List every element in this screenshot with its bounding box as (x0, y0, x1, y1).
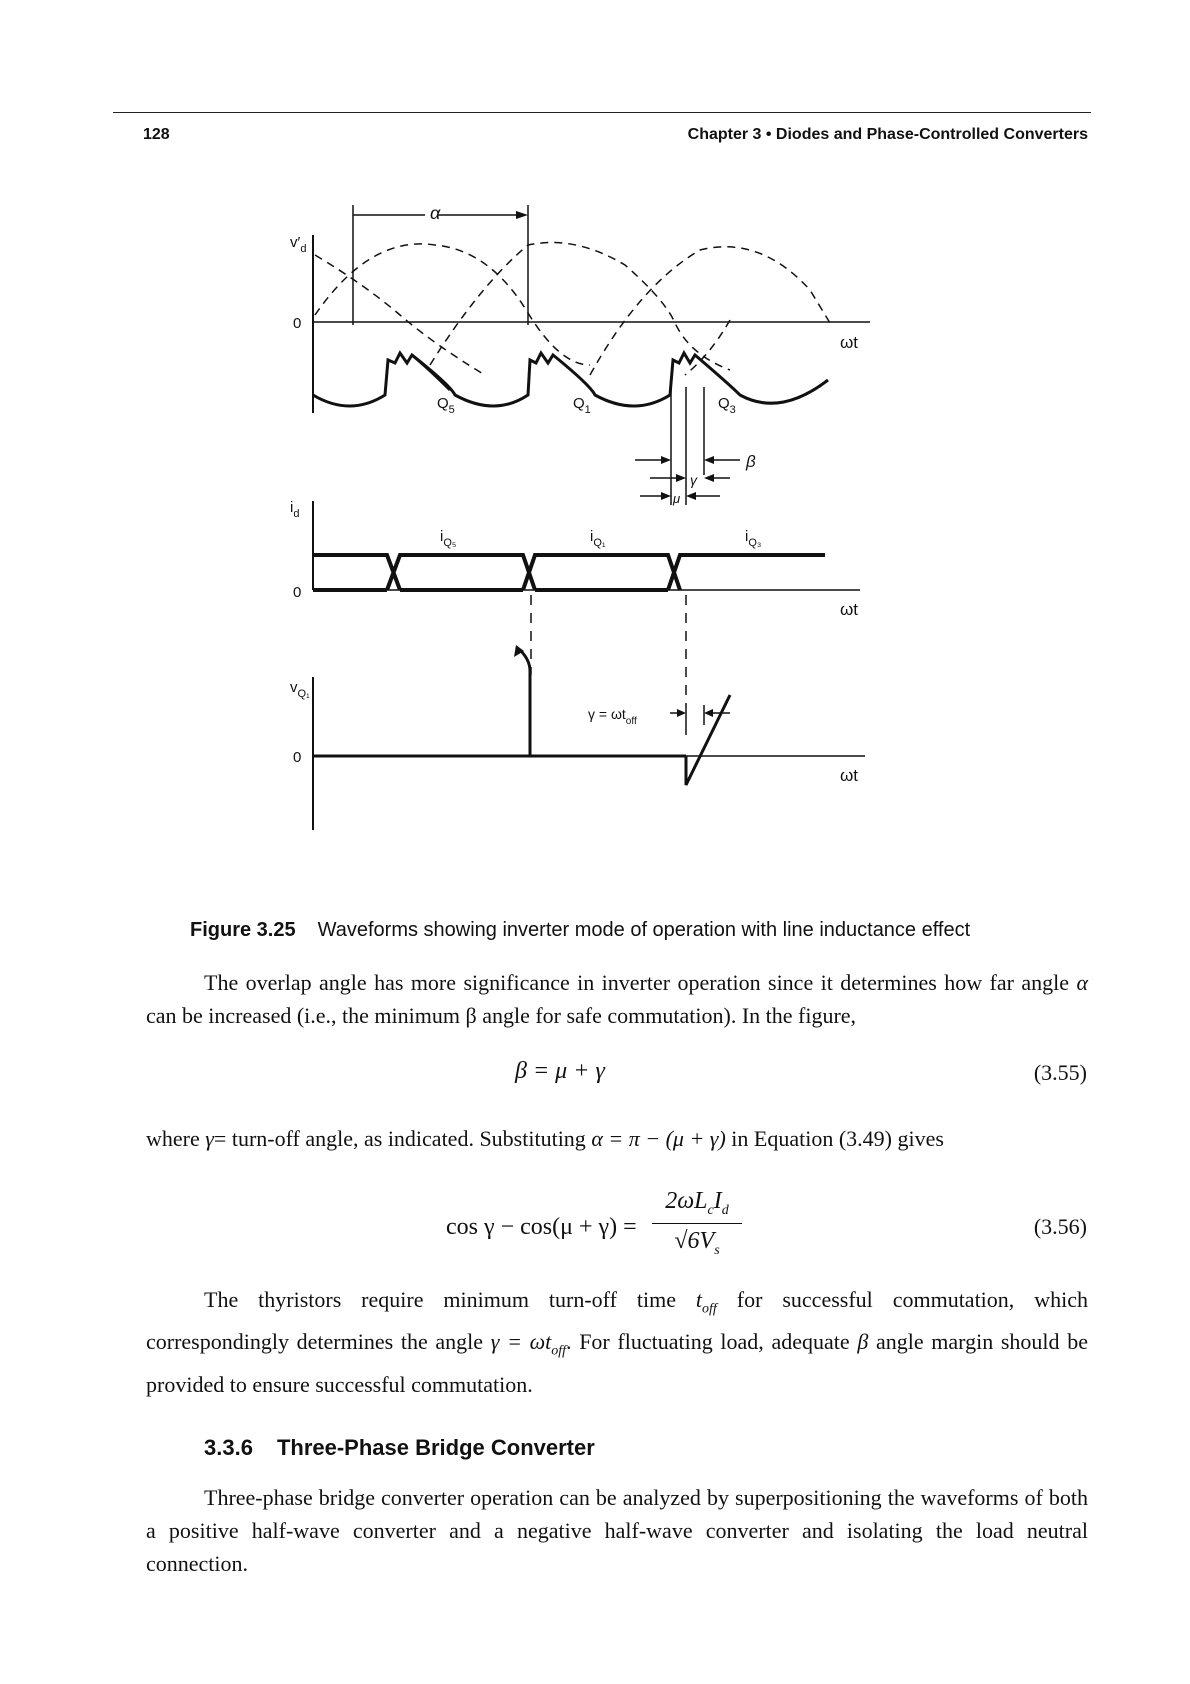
beta-arrowhead-right (704, 456, 714, 464)
para1-alpha: α (1076, 970, 1088, 995)
gamma-toff-label: $\gamma = \omega t_{off}$ (588, 706, 637, 727)
beta-arrowhead-left (661, 456, 671, 464)
q5-label: $Q_5$ (437, 395, 455, 416)
id-zero: 0 (293, 584, 302, 601)
id-label: $i_d$ (290, 499, 300, 520)
gamma-label: γ (690, 472, 697, 488)
equation-3-55: β = μ + γ (515, 1058, 605, 1084)
waveform-figure (290, 205, 930, 905)
section-title: Three-Phase Bridge Converter (276, 1435, 595, 1460)
para3-text-a: The thyristors require minimum turn-off time (204, 1287, 696, 1312)
para3-text-c: . For fluctuating load, adequate (566, 1329, 858, 1355)
paragraph-turnoff (146, 1283, 1088, 1401)
vq1-forward-recovery (686, 695, 730, 785)
vq1-label: $v_{Q_1}$ (290, 679, 310, 700)
vd-zero: 0 (293, 315, 302, 332)
id-omega-t: ωt (840, 600, 858, 619)
para1-text-b: can be increased (i.e., the minimum β angle for safe commutation). In the figure, (146, 1003, 857, 1028)
alpha-label: α (430, 205, 441, 223)
q1-label: $Q_1$ (573, 395, 591, 416)
section-number: 3.3.6 (204, 1435, 253, 1460)
equation-3-55-number: (3.55) (1033, 1060, 1087, 1085)
vq1-zero: 0 (293, 749, 302, 766)
para3-gamma-eq: $\gamma = \omega t_{off}$ (490, 1329, 567, 1359)
vq1-spike-arrowhead (514, 645, 524, 657)
beta-label: β (746, 452, 756, 471)
para2-text-b: = turn-off angle, as indicated. Substituting (213, 1126, 592, 1151)
section-heading (204, 1435, 595, 1461)
equation-3-56-number: (3.56) (1033, 1214, 1087, 1239)
para2-text-a: where (146, 1126, 206, 1151)
para2-gamma: γ (205, 1126, 214, 1151)
equation-3-56-fraction (652, 1188, 742, 1259)
paragraph-overlap (146, 966, 1088, 1032)
vd-output-waveform (313, 353, 828, 406)
para1-text-a: The overlap angle has more significance in inverter operation since it determines how far angle (204, 970, 1077, 995)
header-rule (113, 112, 1091, 113)
dash-curve-2 (315, 244, 590, 365)
equation-3-56-denominator: $√6V_s$ (674, 1227, 720, 1258)
mu-label: μ (673, 491, 681, 506)
commutation-notch-1 (412, 355, 450, 390)
dash-curve-3 (430, 243, 730, 371)
q3-label: $Q_3$ (718, 395, 736, 416)
gamma-arrowhead-left (676, 474, 686, 482)
alpha-arrow (516, 211, 528, 219)
figure-caption-text: Waveforms showing inverter mode of operation with line inductance effect (317, 919, 971, 941)
toff-arrowhead-right (704, 709, 713, 717)
iq3-label: $i_{Q_3}$ (745, 528, 762, 549)
toff-arrowhead-left (677, 709, 686, 717)
para3-text-b: for successful commutation, which correspondingly determines the angle (146, 1287, 1088, 1355)
para3-beta: β (857, 1329, 869, 1355)
vq1-reverse-spike (520, 650, 530, 756)
paragraph-where (146, 1122, 1088, 1155)
para3-toff: $t_{off}$ (695, 1287, 717, 1317)
vd-omega-t: ωt (840, 333, 858, 352)
fraction-bar (652, 1223, 742, 1224)
vq1-omega-t: ωt (840, 766, 858, 785)
mu-arrowhead-right (686, 492, 696, 500)
para2-text-c: in Equation (3.49) gives (725, 1126, 944, 1151)
para3-text-d: angle margin should be provided to ensure successful commutation. (146, 1329, 1088, 1397)
equation-3-56-numerator: $2\omega L_cI_d$ (665, 1188, 729, 1218)
dash-curve-1 (315, 255, 485, 375)
iq5-label: $i_{Q_5}$ (440, 528, 457, 549)
figure-number: Figure 3.25 (190, 919, 296, 941)
paragraph-three-phase: Three-phase bridge converter operation can be analyzed by superpositioning the waveforms of both a positive half-wave converter and a negative half-wave converter and isolating the load neutral connection. (146, 1485, 1088, 1576)
iq1-label: $i_{Q_1}$ (590, 528, 606, 549)
equation-3-56-lhs: cos γ − cos(μ + γ) = (446, 1214, 637, 1240)
para2-substitution: α = π − (μ + γ) (591, 1126, 726, 1151)
mu-arrowhead-left (661, 492, 671, 500)
figure-caption (190, 919, 970, 942)
page-number: 128 (143, 126, 170, 143)
vd-label: $v'_d$ (290, 234, 307, 255)
id-thyristor-currents (313, 555, 825, 590)
gamma-arrowhead-right (704, 474, 714, 482)
chapter-title: Chapter 3 • Diodes and Phase-Controlled Converters (687, 126, 1088, 143)
